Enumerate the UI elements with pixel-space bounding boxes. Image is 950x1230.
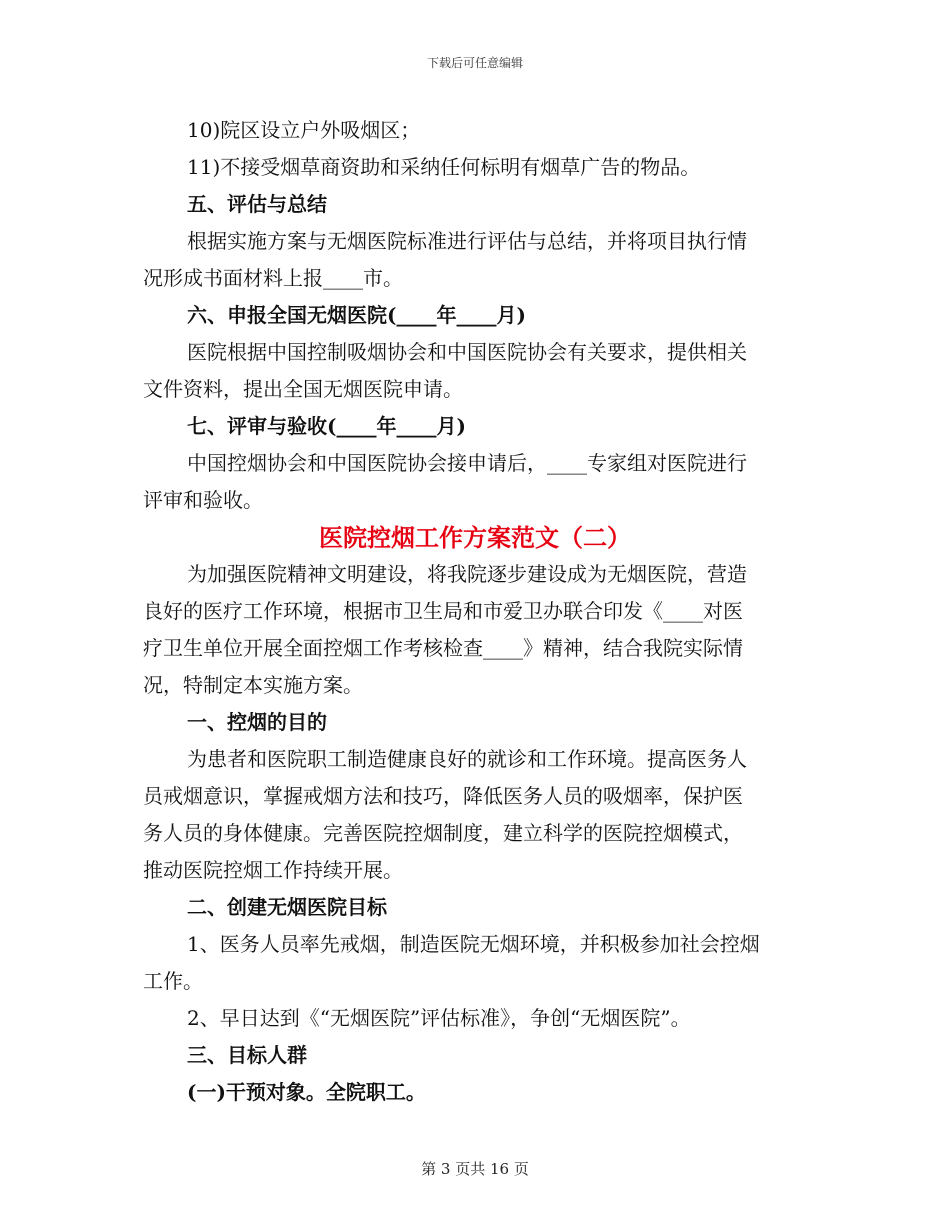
paragraph-line: 文件资料，提出全国无烟医院申请。 (143, 377, 463, 401)
document-body (143, 112, 808, 1111)
paragraph-line: 疗卫生单位开展全面控烟工作考核检查____》精神，结合我院实际情 (143, 636, 743, 660)
page-footer: 第 3 页共 16 页 (421, 1160, 529, 1178)
paragraph-line: 1、医务人员率先戒烟，制造医院无烟环境，并积极参加社会控烟 (187, 932, 760, 956)
section-heading: 六、申报全国无烟医院(____年____月) (187, 303, 526, 327)
section-heading: 五、评估与总结 (187, 192, 327, 216)
paragraph-line: 评审和验收。 (143, 488, 263, 512)
section-heading: 一、控烟的目的 (187, 710, 327, 734)
paragraph-line: 为患者和医院职工制造健康良好的就诊和工作环境。提高医务人 (187, 747, 747, 771)
paragraph-line: 务人员的身体健康。完善医院控烟制度，建立科学的医院控烟模式， (143, 821, 743, 845)
section-heading: 二、创建无烟医院目标 (187, 895, 387, 919)
paragraph-line: 2、早日达到《“无烟医院”评估标准》，争创“无烟医院”。 (187, 1006, 691, 1030)
section-heading: (一)干预对象。全院职工。 (187, 1080, 426, 1104)
paragraph-line: 员戒烟意识，掌握戒烟方法和技巧，降低医务人员的吸烟率，保护医 (143, 784, 743, 808)
paragraph-line: 中国控烟协会和中国医院协会接申请后，____专家组对医院进行 (187, 451, 747, 475)
paragraph-line: 况，特制定本实施方案。 (143, 673, 363, 697)
paragraph-line: 11)不接受烟草商资助和采纳任何标明有烟草广告的物品。 (187, 155, 701, 179)
paragraph-line: 良好的医疗工作环境，根据市卫生局和市爱卫办联合印发《____对医 (143, 599, 743, 623)
section-heading: 三、目标人群 (187, 1043, 307, 1067)
paragraph-line: 10)院区设立户外吸烟区； (187, 118, 421, 142)
page-header: 下载后可任意编辑 (426, 56, 523, 70)
paragraph-line: 工作。 (143, 969, 203, 993)
paragraph-line: 推动医院控烟工作持续开展。 (143, 858, 403, 882)
paragraph-line: 为加强医院精神文明建设，将我院逐步建设成为无烟医院，营造 (187, 562, 747, 586)
paragraph-line: 况形成书面材料上报____市。 (143, 266, 403, 290)
document-title: 医院控烟工作方案范文（二） (319, 523, 631, 552)
paragraph-line: 根据实施方案与无烟医院标准进行评估与总结，并将项目执行情 (187, 229, 747, 253)
paragraph-line: 医院根据中国控制吸烟协会和中国医院协会有关要求，提供相关 (187, 340, 747, 364)
section-heading: 七、评审与验收(____年____月) (187, 414, 466, 438)
